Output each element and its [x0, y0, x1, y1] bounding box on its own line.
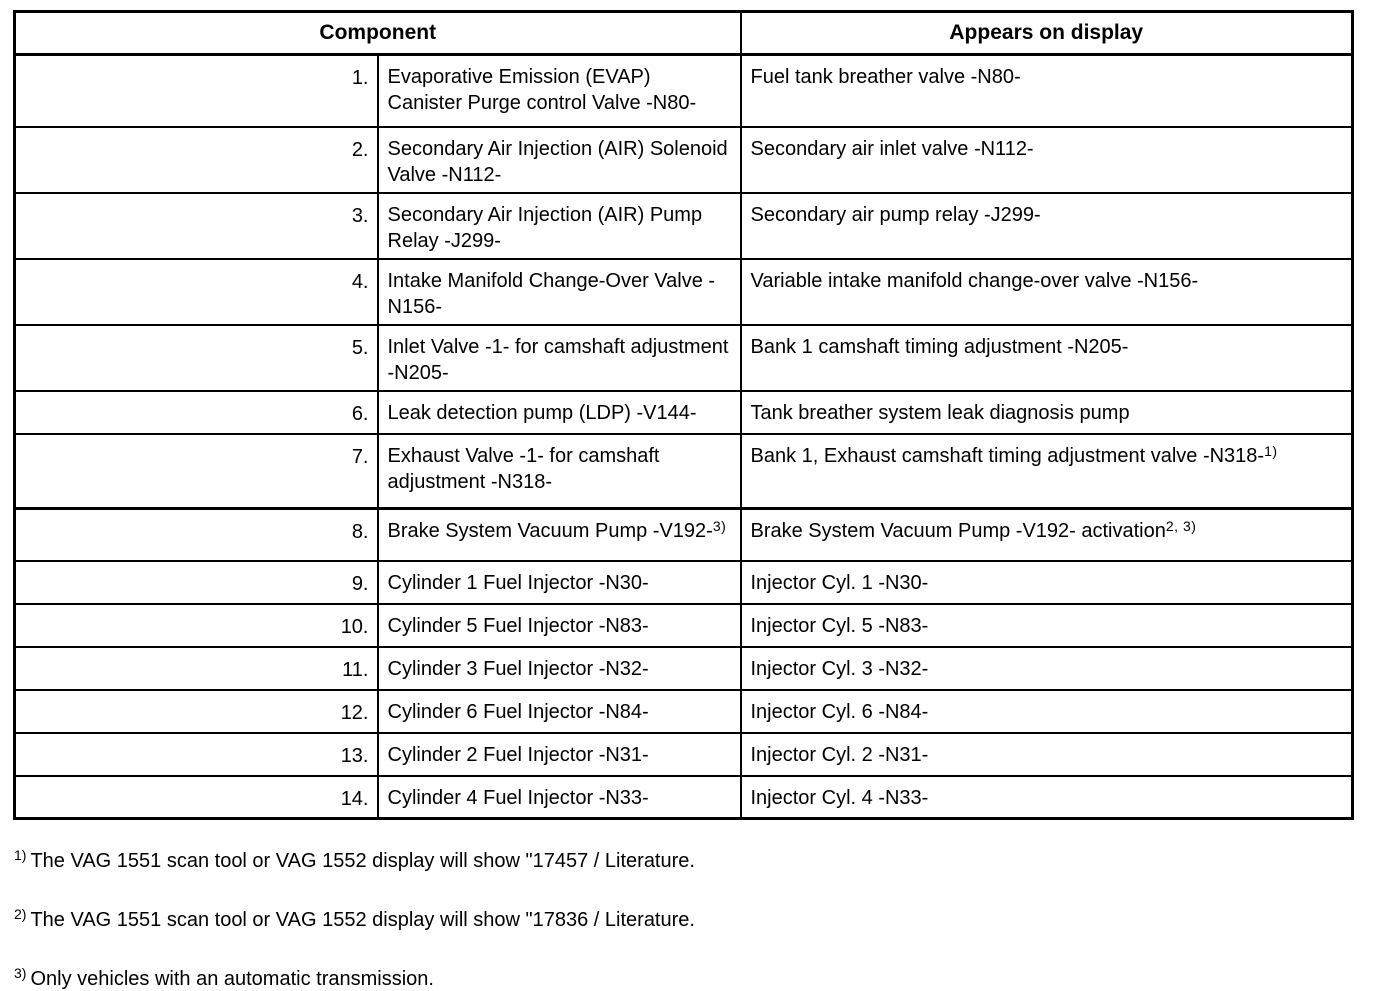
display-cell-text: Brake System Vacuum Pump -V192- activation$^{2, 3)}$ — [750, 518, 1197, 542]
component-cell — [378, 647, 741, 690]
row-number-cell — [15, 193, 378, 259]
display-cell — [741, 193, 1353, 259]
component-cell-text: Intake Manifold Change-Over Valve -N156- — [387, 269, 716, 318]
row-number-cell — [15, 391, 378, 434]
row-number-cell-text: 13. — [340, 744, 369, 767]
component-cell — [378, 690, 741, 733]
component-cell-text: Evaporative Emission (EVAP) Canister Purge control Valve -N80- — [387, 66, 697, 114]
row-number-cell-text: 8. — [351, 521, 369, 543]
table-header — [15, 12, 1353, 55]
table-row — [15, 325, 1353, 391]
display-cell-text: Injector Cyl. 6 -N84- — [750, 700, 929, 723]
row-number-cell — [15, 561, 378, 604]
display-cell-text: Bank 1 camshaft timing adjustment -N205- — [750, 335, 1129, 358]
row-number-cell-text: 5. — [351, 336, 369, 359]
component-cell-text: Brake System Vacuum Pump -V192-$^{3)}$ — [387, 518, 727, 542]
header-component: Component — [15, 12, 741, 55]
component-cell — [378, 561, 741, 604]
component-cell — [378, 604, 741, 647]
display-cell-text: Injector Cyl. 2 -N31- — [750, 743, 929, 766]
table-row — [15, 733, 1353, 776]
table-row — [15, 434, 1353, 509]
footnote-text: Only vehicles with an automatic transmission. — [30, 968, 434, 990]
display-cell-text: Injector Cyl. 1 -N30- — [750, 571, 929, 594]
footnote — [14, 847, 1376, 873]
component-cell — [378, 776, 741, 819]
footnote-reference: 1) — [1264, 442, 1278, 459]
row-number-cell-text: 3. — [351, 204, 369, 227]
display-cell — [741, 391, 1353, 434]
component-cell — [378, 434, 741, 509]
display-cell-text: Bank 1, Exhaust camshaft timing adjustment valve -N318-$^{1)}$ — [750, 442, 1278, 467]
component-cell — [378, 193, 741, 259]
component-cell — [378, 325, 741, 391]
display-cell-text: Secondary air pump relay -J299- — [750, 203, 1041, 226]
display-cell — [741, 55, 1353, 127]
row-number-cell — [15, 434, 378, 509]
table-body — [15, 55, 1353, 819]
display-cell — [741, 509, 1353, 561]
display-cell — [741, 325, 1353, 391]
row-number-cell — [15, 127, 378, 193]
footnote-reference: 3) — [712, 518, 727, 534]
table-row — [15, 55, 1353, 127]
component-cell — [378, 391, 741, 434]
header-appears-on-display: Appears on display — [741, 12, 1353, 55]
display-cell — [741, 647, 1353, 690]
footnote — [14, 965, 1376, 991]
table-row — [15, 259, 1353, 325]
footnote-text: The VAG 1551 scan tool or VAG 1552 display will show "17836 / Literature. — [30, 909, 695, 931]
row-number-cell — [15, 509, 378, 561]
table-row — [15, 193, 1353, 259]
row-number-cell-text: 9. — [351, 572, 369, 595]
component-cell-text: Cylinder 2 Fuel Injector -N31- — [387, 743, 649, 766]
component-cell-text: Cylinder 6 Fuel Injector -N84- — [387, 700, 649, 723]
row-number-cell-text: 14. — [340, 787, 369, 810]
header-row — [15, 12, 1353, 55]
row-number-cell — [15, 325, 378, 391]
row-number-cell — [15, 604, 378, 647]
component-cell-text: Inlet Valve -1- for camshaft adjustment -N205- — [387, 335, 729, 384]
table-row — [15, 561, 1353, 604]
footnote-reference: 2, 3) — [1165, 518, 1197, 534]
display-cell — [741, 561, 1353, 604]
component-cell-text: Secondary Air Injection (AIR) Pump Relay -J299- — [387, 203, 703, 252]
table-row — [15, 647, 1353, 690]
component-cell-text: Cylinder 1 Fuel Injector -N30- — [387, 571, 649, 594]
component-cell-text: Exhaust Valve -1- for camshaft adjustment -N318- — [387, 444, 660, 493]
row-number-cell-text: 10. — [340, 615, 369, 638]
table-row — [15, 509, 1353, 561]
row-number-cell-text: 11. — [342, 658, 369, 681]
display-cell-text: Secondary air inlet valve -N112- — [750, 137, 1034, 160]
row-number-cell — [15, 259, 378, 325]
row-number-cell-text: 12. — [340, 701, 369, 724]
row-number-cell-text: 6. — [351, 402, 369, 425]
display-cell-text: Injector Cyl. 3 -N32- — [750, 657, 929, 680]
display-cell — [741, 776, 1353, 819]
row-number-cell — [15, 647, 378, 690]
component-cell-text: Cylinder 5 Fuel Injector -N83- — [387, 614, 649, 637]
row-number-cell-text: 2. — [351, 138, 369, 161]
component-cell — [378, 509, 741, 561]
table-row — [15, 604, 1353, 647]
display-cell — [741, 259, 1353, 325]
display-cell — [741, 690, 1353, 733]
footnote-marker: 1) — [14, 847, 27, 863]
table-row — [15, 776, 1353, 819]
component-cell — [378, 733, 741, 776]
display-cell — [741, 127, 1353, 193]
footnote — [14, 906, 1376, 932]
footnote-marker: 2) — [14, 906, 27, 922]
row-number-cell — [15, 690, 378, 733]
table-row — [15, 391, 1353, 434]
display-cell — [741, 733, 1353, 776]
footnote-marker: 3) — [14, 965, 27, 981]
component-cell-text: Cylinder 3 Fuel Injector -N32- — [387, 657, 649, 680]
display-cell-text: Variable intake manifold change-over valve -N156- — [750, 269, 1199, 292]
row-number-cell-text: 1. — [351, 67, 369, 89]
display-cell-text: Injector Cyl. 4 -N33- — [750, 786, 929, 809]
display-cell — [741, 434, 1353, 509]
row-number-cell-text: 4. — [351, 270, 369, 293]
row-number-cell — [15, 733, 378, 776]
component-cell — [378, 259, 741, 325]
component-cell-text: Secondary Air Injection (AIR) Solenoid Valve -N112- — [387, 137, 728, 186]
row-number-cell — [15, 776, 378, 819]
component-cell — [378, 55, 741, 127]
footnotes-section — [13, 847, 1376, 991]
display-cell-text: Injector Cyl. 5 -N83- — [750, 614, 929, 637]
display-cell — [741, 604, 1353, 647]
component-cell-text: Cylinder 4 Fuel Injector -N33- — [387, 786, 649, 809]
row-number-cell-text: 7. — [351, 445, 369, 468]
table-row — [15, 127, 1353, 193]
table-row — [15, 690, 1353, 733]
display-cell-text: Tank breather system leak diagnosis pump — [750, 401, 1130, 424]
display-cell-text: Fuel tank breather valve -N80- — [750, 66, 1021, 88]
component-cell-text: Leak detection pump (LDP) -V144- — [387, 401, 697, 424]
component-cell — [378, 127, 741, 193]
component-display-table — [13, 10, 1354, 820]
footnote-text: The VAG 1551 scan tool or VAG 1552 display will show "17457 / Literature. — [30, 850, 695, 872]
row-number-cell — [15, 55, 378, 127]
